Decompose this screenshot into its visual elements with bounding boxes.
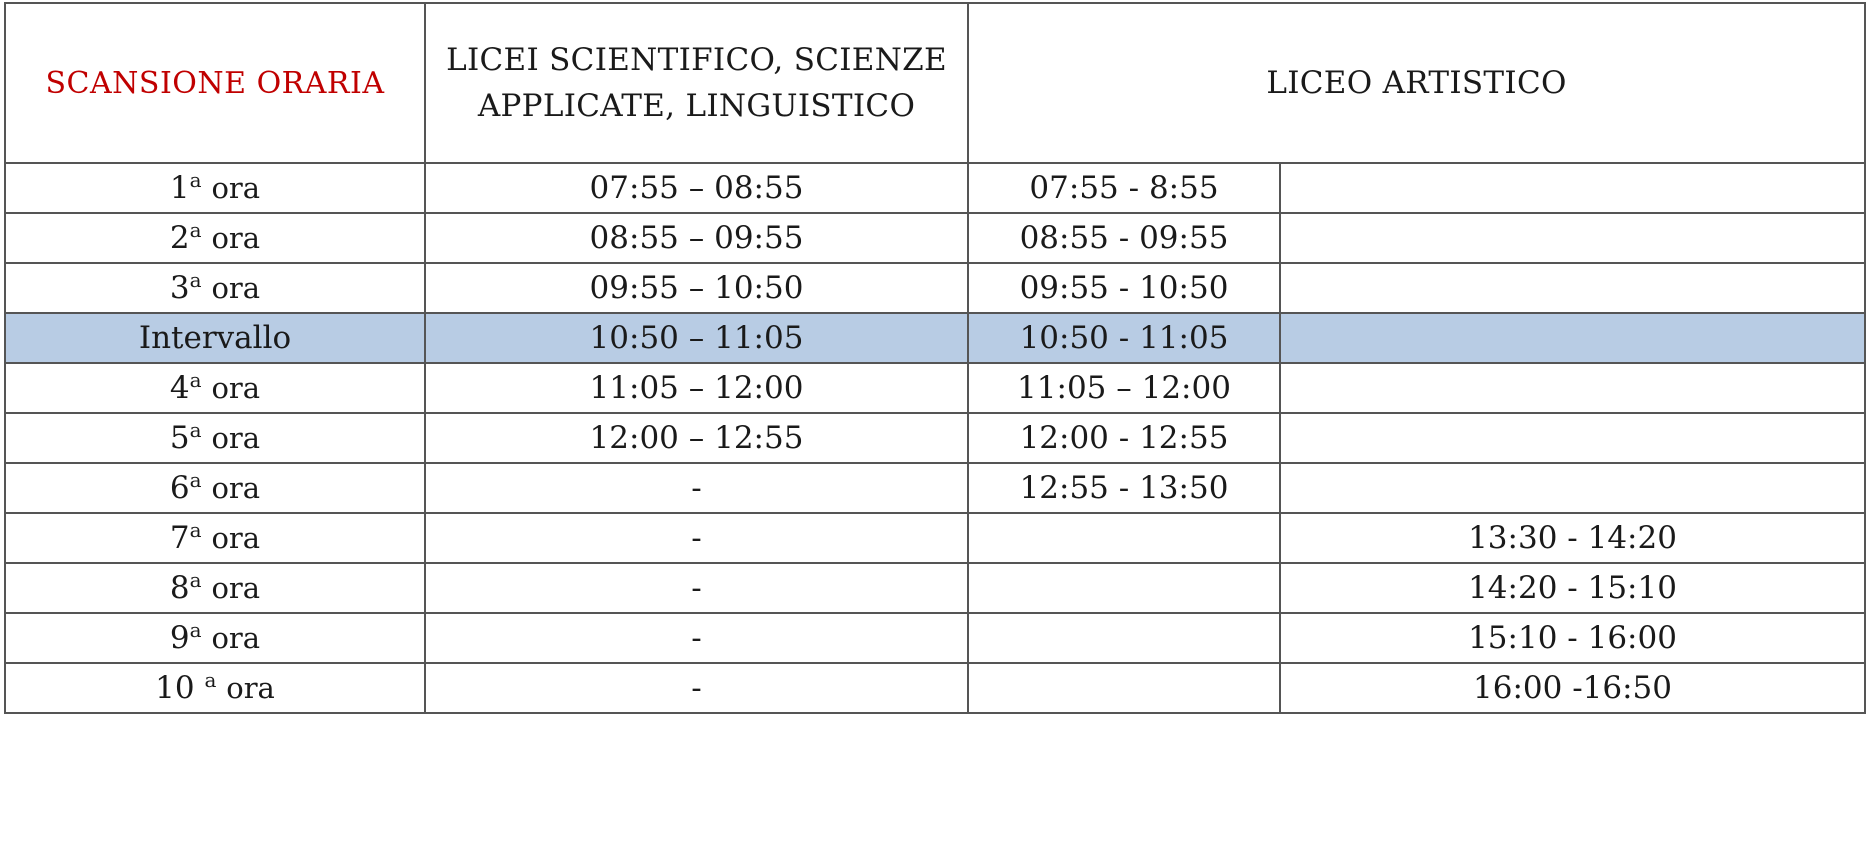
- hour-number: 3: [169, 270, 190, 306]
- hour-word: ora: [211, 171, 261, 205]
- artistico-morning-cell: [968, 513, 1280, 563]
- artistico-afternoon-cell: [1280, 413, 1865, 463]
- table-row: [5, 263, 1865, 313]
- licei-time-cell: -: [425, 663, 968, 713]
- hour-word: ora: [211, 371, 261, 405]
- ordinal-indicator: a: [204, 668, 217, 692]
- header-row: [5, 3, 1865, 163]
- ordinal-indicator: a: [189, 418, 202, 442]
- licei-time-cell: -: [425, 463, 968, 513]
- table-row: [5, 663, 1865, 713]
- artistico-afternoon-cell: [1280, 213, 1865, 263]
- hour-word: ora: [211, 621, 261, 655]
- artistico-afternoon-cell: [1280, 363, 1865, 413]
- hour-number: 5: [169, 420, 190, 456]
- hour-word: ora: [211, 571, 261, 605]
- hour-label-cell: [5, 613, 425, 663]
- timetable: [4, 2, 1866, 714]
- header-licei-line1: LICEI SCIENTIFICO, SCIENZE: [446, 42, 947, 78]
- hour-label-cell: [5, 563, 425, 613]
- table-row: [5, 463, 1865, 513]
- hour-number: 1: [169, 170, 190, 206]
- licei-time-cell: 09:55 – 10:50: [425, 263, 968, 313]
- ordinal-indicator: a: [189, 168, 202, 192]
- table-row: [5, 413, 1865, 463]
- header-licei-line2: APPLICATE, LINGUISTICO: [477, 88, 916, 124]
- artistico-afternoon-cell: 16:00 -16:50: [1280, 663, 1865, 713]
- hour-word: ora: [211, 471, 261, 505]
- artistico-morning-cell: [968, 613, 1280, 663]
- artistico-morning-cell: [968, 663, 1280, 713]
- licei-time-cell: 07:55 – 08:55: [425, 163, 968, 213]
- ordinal-indicator: a: [189, 468, 202, 492]
- artistico-afternoon-cell: 15:10 - 16:00: [1280, 613, 1865, 663]
- artistico-morning-cell: 11:05 – 12:00: [968, 363, 1280, 413]
- hour-word: ora: [211, 221, 261, 255]
- hour-label-cell: [5, 363, 425, 413]
- licei-time-cell: 08:55 – 09:55: [425, 213, 968, 263]
- artistico-morning-cell: [968, 563, 1280, 613]
- hour-word: ora: [211, 521, 261, 555]
- hour-number: 6: [169, 470, 190, 506]
- licei-time-cell: -: [425, 513, 968, 563]
- table-row: [5, 513, 1865, 563]
- artistico-morning-cell: 10:50 - 11:05: [968, 313, 1280, 363]
- header-time-column: SCANSIONE ORARIA: [5, 3, 425, 163]
- ordinal-indicator: a: [189, 568, 202, 592]
- hour-label-cell: [5, 213, 425, 263]
- hour-number: 10: [155, 670, 205, 706]
- licei-time-cell: 11:05 – 12:00: [425, 363, 968, 413]
- artistico-morning-cell: 07:55 - 8:55: [968, 163, 1280, 213]
- artistico-morning-cell: 08:55 - 09:55: [968, 213, 1280, 263]
- table-row: [5, 163, 1865, 213]
- licei-time-cell: 12:00 – 12:55: [425, 413, 968, 463]
- artistico-morning-cell: 09:55 - 10:50: [968, 263, 1280, 313]
- header-artistico-column: LICEO ARTISTICO: [968, 3, 1865, 163]
- hour-label-cell: [5, 163, 425, 213]
- ordinal-indicator: a: [189, 268, 202, 292]
- table-row: [5, 363, 1865, 413]
- hour-number: 4: [169, 370, 190, 406]
- table-row: [5, 613, 1865, 663]
- licei-time-cell: -: [425, 613, 968, 663]
- artistico-afternoon-cell: 13:30 - 14:20: [1280, 513, 1865, 563]
- hour-number: 7: [169, 520, 190, 556]
- hour-number: 2: [169, 220, 190, 256]
- ordinal-indicator: a: [189, 518, 202, 542]
- licei-time-cell: -: [425, 563, 968, 613]
- artistico-afternoon-cell: [1280, 313, 1865, 363]
- hour-word: ora: [226, 671, 275, 705]
- ordinal-indicator: a: [189, 368, 202, 392]
- header-licei-column: [425, 3, 968, 163]
- hour-label-cell: [5, 513, 425, 563]
- hour-label-cell: [5, 263, 425, 313]
- artistico-afternoon-cell: [1280, 463, 1865, 513]
- ordinal-indicator: a: [189, 218, 202, 242]
- hour-label-cell: [5, 313, 425, 363]
- ordinal-indicator: a: [189, 618, 202, 642]
- timetable-body: [5, 163, 1865, 713]
- hour-label: Intervallo: [138, 320, 292, 356]
- artistico-afternoon-cell: [1280, 263, 1865, 313]
- hour-word: ora: [211, 421, 261, 455]
- artistico-afternoon-cell: 14:20 - 15:10: [1280, 563, 1865, 613]
- artistico-afternoon-cell: [1280, 163, 1865, 213]
- artistico-morning-cell: 12:00 - 12:55: [968, 413, 1280, 463]
- table-row: [5, 213, 1865, 263]
- hour-label-cell: [5, 663, 425, 713]
- hour-label-cell: [5, 413, 425, 463]
- table-row: [5, 563, 1865, 613]
- hour-number: 9: [169, 620, 190, 656]
- table-row-intervallo: [5, 313, 1865, 363]
- licei-time-cell: 10:50 – 11:05: [425, 313, 968, 363]
- hour-label-cell: [5, 463, 425, 513]
- artistico-morning-cell: 12:55 - 13:50: [968, 463, 1280, 513]
- hour-word: ora: [211, 271, 261, 305]
- hour-number: 8: [169, 570, 190, 606]
